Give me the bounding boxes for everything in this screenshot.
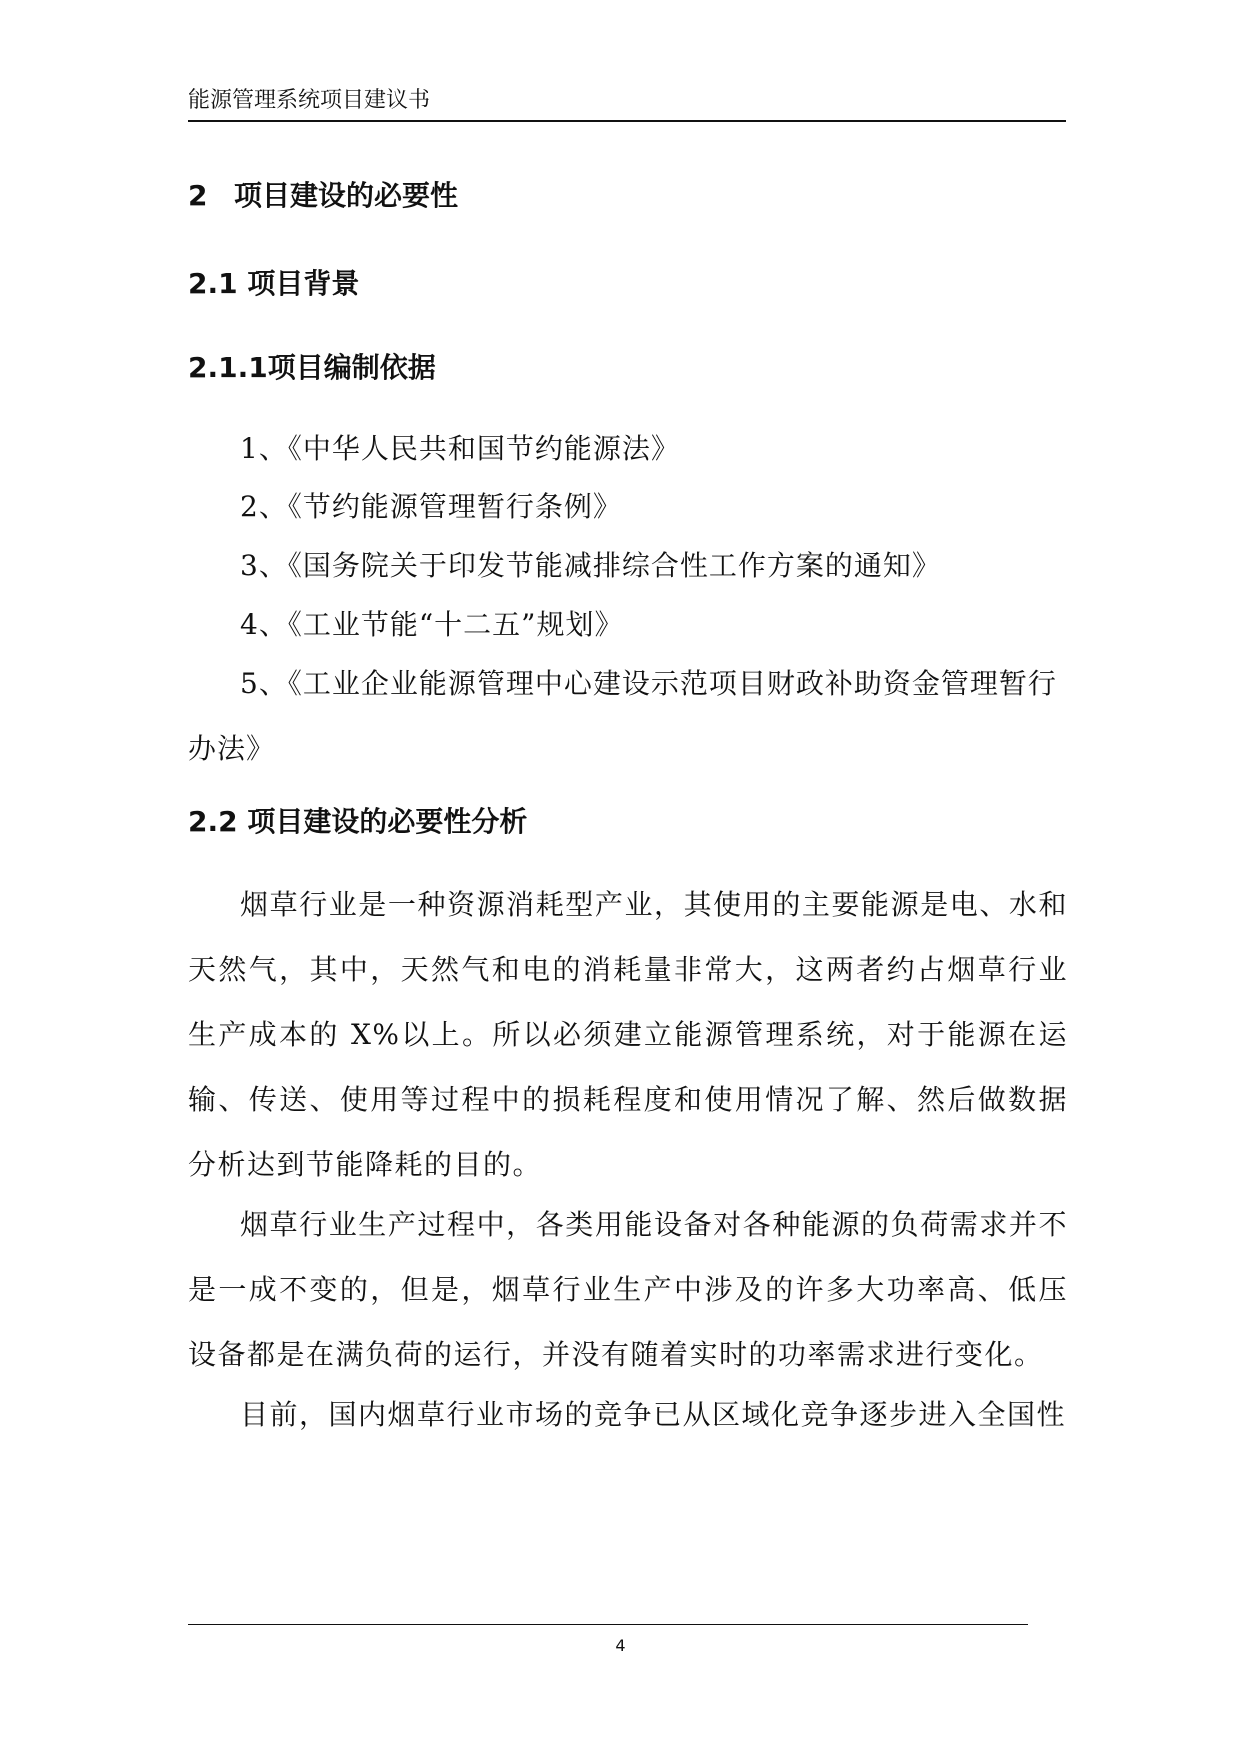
section-number: 2.1 bbox=[188, 267, 238, 300]
section-number: 2 bbox=[188, 179, 208, 212]
body-paragraph: 烟草行业是一种资源消耗型产业，其使用的主要能源是电、水和天然气，其中，天然气和电的消耗量非常大，这两者约占烟草行业生产成本的 X%以上。所以必须建立能源管理系统，对于能源在运输、传送、使用等过程中的损耗程度和使用情况了解、然后做数据分析达到节能降耗的目的。 bbox=[188, 888, 1068, 1181]
section-title: 项目背景 bbox=[247, 267, 360, 300]
page-number: 4 bbox=[615, 1636, 626, 1655]
body-paragraph: 目前，国内烟草行业市场的竞争已从区域化竞争逐步进入全国性 bbox=[240, 1398, 1067, 1431]
section-heading-2 bbox=[188, 178, 458, 214]
section-heading-2-1 bbox=[188, 266, 359, 302]
body-paragraph: 烟草行业生产过程中，各类用能设备对各种能源的负荷需求并不是一成不变的，但是，烟草行业生产中涉及的许多大功率高、低压设备都是在满负荷的运行，并没有随着实时的功率需求进行变化。 bbox=[188, 1208, 1068, 1371]
section-title: 项目建设的必要性 bbox=[234, 179, 459, 212]
reference-item: 5、《工业企业能源管理中心建设示范项目财政补助资金管理暂行办法》 bbox=[188, 667, 1057, 765]
reference-item: 1、《中华人民共和国节约能源法》 bbox=[240, 432, 680, 465]
section-number: 2.2 bbox=[188, 805, 238, 838]
reference-item: 4、《工业节能“十二五”规划》 bbox=[240, 608, 624, 641]
section-heading-2-1-1: 2.1.1项目编制依据 bbox=[188, 351, 436, 384]
section-title: 项目建设的必要性分析 bbox=[247, 805, 528, 838]
reference-item: 2、《节约能源管理暂行条例》 bbox=[240, 490, 622, 523]
section-heading-2-2 bbox=[188, 804, 527, 840]
header-rule bbox=[188, 120, 1066, 122]
running-header: 能源管理系统项目建议书 bbox=[188, 88, 431, 113]
footer-rule bbox=[188, 1624, 1028, 1625]
reference-item: 3、《国务院关于印发节能减排综合性工作方案的通知》 bbox=[240, 549, 941, 582]
